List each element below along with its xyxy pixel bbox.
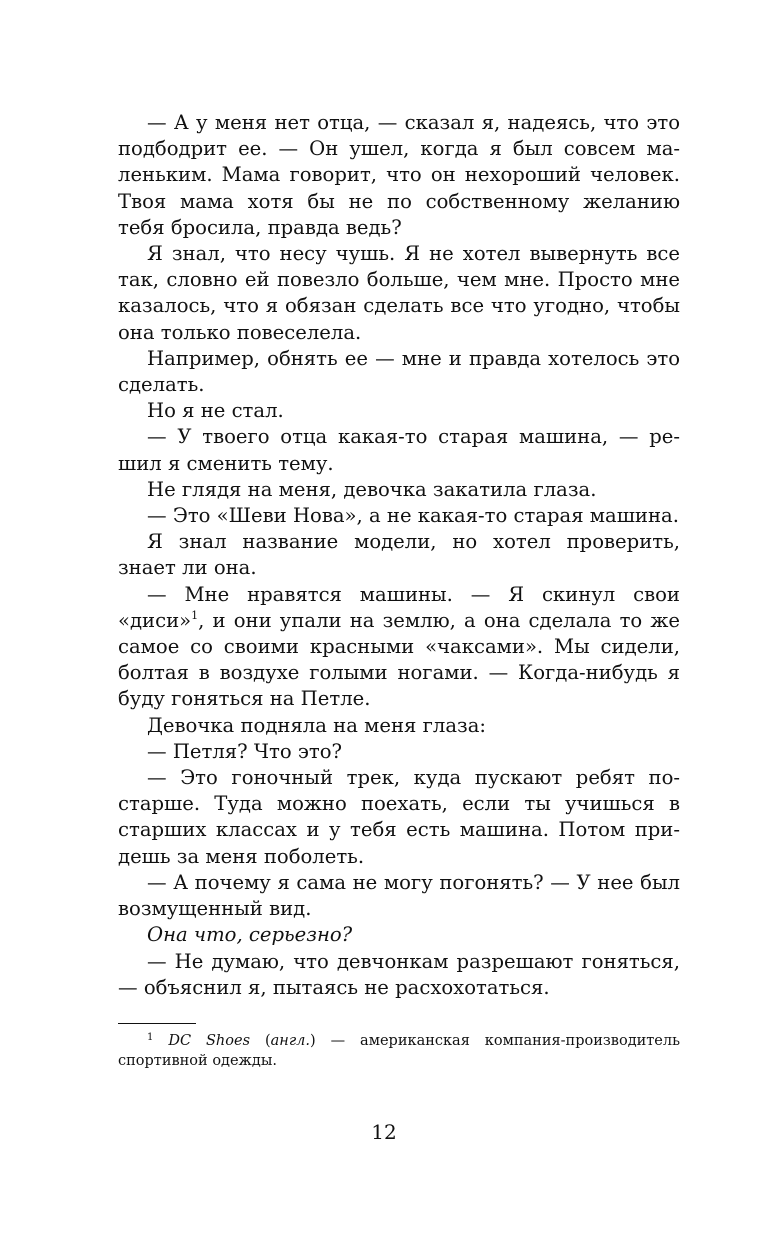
paragraph-1: — А у меня нет отца, — сказал я, надеясь, что это подбодрит ее. — Он ушел, когда я был совсем маленьким. Мама говорит, что он нехороший человек. Твоя мама хотя бы не по собственному желанию тебя бросила, правда ведь? — [118, 111, 680, 239]
paragraph-5: — У твоего отца какая-то старая машина, — решил я сменить тему. — [118, 425, 680, 475]
footnote-lang: англ. — [270, 1032, 310, 1049]
paragraph-13: — А почему я сама не могу погонять? — У нее был возмущенный вид. — [118, 870, 680, 921]
paragraph-sneakers — [118, 582, 680, 713]
paragraph-8: Я знал название модели, но хотел проверить, знает ли она. — [118, 530, 680, 580]
main-text — [118, 110, 680, 1001]
book-page — [118, 110, 680, 1072]
footnote-mark: 1 — [147, 1031, 154, 1043]
footnote: $^1$ DC Shoes (англ.) — американская компания-производитель спортивной одежды. — [118, 1031, 680, 1070]
paragraph-sneakers-before: — Мне нравятся машины. — Я скинул свои «диси» — [118, 582, 680, 632]
paragraph-4: Но я не стал. — [147, 399, 284, 423]
footnote-text: — американская компания-производитель спортивной одежды. — [118, 1032, 680, 1070]
paragraph-7: — Это «Шеви Нова», а не какая-то старая машина. — [147, 504, 679, 528]
footnote-reference[interactable]: 1 — [191, 608, 199, 622]
paragraph-sneakers-after: , и они упали на землю, а она сделала то же самое со своими красными «чаксами». Мы сидели, болтая в воздухе голыми ногами. — Когда-нибудь я буду гоняться на Петле. — [118, 608, 680, 711]
italic-thought: Она что, серьезно? — [147, 923, 353, 947]
paragraph-11: — Петля? Что это? — [147, 739, 343, 763]
paragraph-3: Например, обнять ее — мне и правда хотелось это сделать. — [118, 346, 680, 397]
paragraph-10: Девочка подняла на меня глаза: — [147, 713, 486, 737]
footnote-term: DC Shoes — [168, 1032, 251, 1049]
paragraph-last: — Не думаю, что девчонкам разрешают гоняться, — объяснил я, пытаясь не расхохотаться. — [118, 949, 680, 999]
paragraph-6: Не глядя на меня, девочка закатила глаза. — [147, 477, 597, 501]
paragraph-12: — Это гоночный трек, куда пускают ребят постарше. Туда можно поехать, если ты учишься в старших классах и у тебя есть машина. Потом придешь за меня поболеть. — [118, 766, 680, 868]
paragraph-2: Я знал, что несу чушь. Я не хотел вывернуть все так, словно ей повезло больше, чем мне. Просто мне казалось, что я обязан сделать все что угодно, чтобы она только повеселела. — [118, 242, 680, 344]
footnote-divider — [118, 1023, 196, 1024]
page-number: 12 — [371, 1120, 397, 1144]
